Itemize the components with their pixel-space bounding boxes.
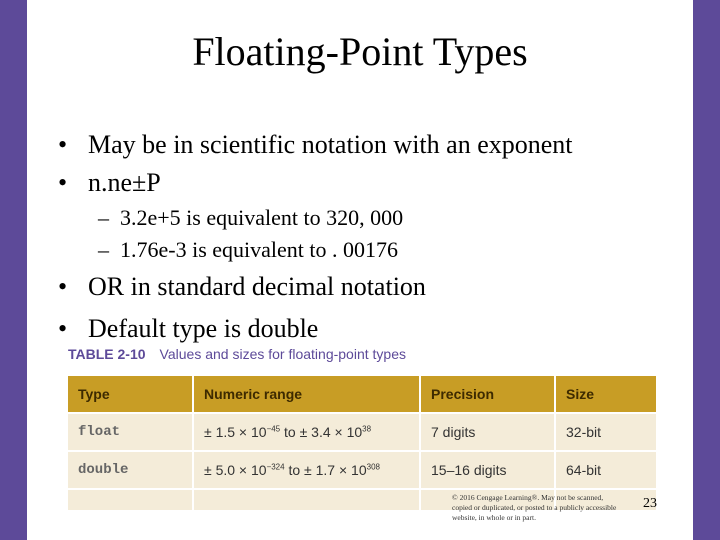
bullet-text: May be in scientific notation with an exponent	[88, 130, 573, 159]
cell-type: double	[68, 451, 193, 489]
left-decorative-bar	[0, 0, 27, 540]
sub-bullet-dash: –	[98, 205, 109, 230]
range-upper-exponent: 38	[362, 424, 372, 434]
cell-precision: 15–16 digits	[420, 451, 555, 489]
range-exponent: −324	[266, 462, 285, 472]
slide-title: Floating-Point Types	[192, 29, 528, 74]
bullet-default-type	[58, 314, 318, 344]
sub-bullet-example-1	[98, 205, 403, 231]
floating-point-table	[68, 376, 656, 510]
right-decorative-bar	[693, 0, 720, 540]
sub-bullet-example-2	[98, 237, 398, 263]
cell-type: float	[68, 413, 193, 451]
sub-bullet-dash: –	[98, 237, 109, 262]
bullet-dot: •	[58, 314, 68, 343]
cell-numeric-range	[193, 413, 420, 451]
table-row	[68, 413, 656, 451]
header-type: Type	[68, 376, 193, 413]
bullet-text: Default type is double	[88, 314, 319, 343]
bullet-text: OR in standard decimal notation	[88, 272, 426, 301]
bullet-dot: •	[58, 130, 68, 159]
filler-cell	[68, 489, 193, 510]
table-number: TABLE 2-10	[68, 346, 146, 362]
table-header-row	[68, 376, 656, 413]
bullet-scientific-notation	[58, 130, 573, 160]
bullet-dot: •	[58, 168, 68, 197]
sub-bullet-text: 1.76e-3 is equivalent to . 00176	[120, 237, 399, 262]
range-base: ± 1.5 × 10	[204, 424, 267, 440]
range-upper-base: to ± 1.7 × 10	[284, 462, 367, 478]
sub-bullet-text: 3.2e+5 is equivalent to 320, 000	[120, 205, 404, 230]
cell-size: 32-bit	[555, 413, 656, 451]
table-caption-text: Values and sizes for floating-point types	[159, 346, 406, 362]
range-upper-base: to ± 3.4 × 10	[280, 424, 363, 440]
bullet-format	[58, 168, 161, 198]
header-numeric-range: Numeric range	[193, 376, 420, 413]
header-precision: Precision	[420, 376, 555, 413]
range-upper-exponent: 308	[366, 462, 380, 472]
page-number: 23	[643, 496, 657, 511]
range-base: ± 5.0 × 10	[204, 462, 267, 478]
bullet-standard-notation	[58, 272, 426, 302]
bullet-dot: •	[58, 272, 68, 301]
range-exponent: −45	[266, 424, 281, 434]
bullet-text: n.ne±P	[88, 168, 161, 197]
cell-precision: 7 digits	[420, 413, 555, 451]
table-caption	[68, 346, 406, 362]
table-row	[68, 451, 656, 489]
header-size: Size	[555, 376, 656, 413]
filler-cell	[193, 489, 420, 510]
copyright-notice: © 2016 Cengage Learning®. May not be scanned, copied or duplicated, or posted to a publicly accessible website, in whole or in part.	[452, 493, 617, 522]
cell-numeric-range	[193, 451, 420, 489]
cell-size: 64-bit	[555, 451, 656, 489]
